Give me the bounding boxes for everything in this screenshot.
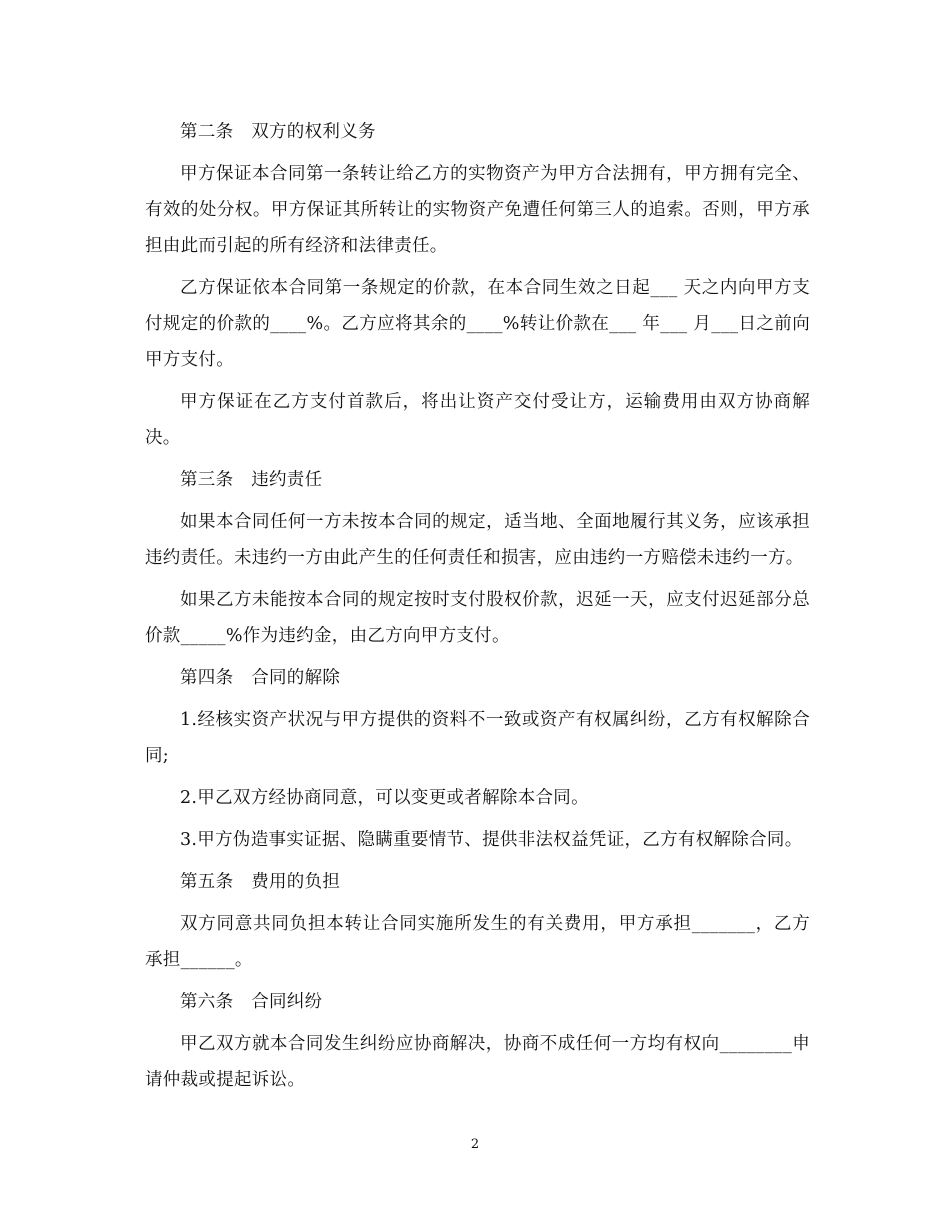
article-3-heading: 第三条 违约责任: [180, 470, 323, 490]
article-6-heading: 第六条 合同纠纷: [180, 992, 323, 1012]
document-body: [145, 114, 810, 1104]
article-6-para-1: 甲乙双方就本合同发生纠纷应协商解决，协商不成任何一方均有权向________申请仲裁或提起诉讼。: [145, 1034, 810, 1090]
page-number: 2: [470, 1137, 480, 1152]
article-4-item-2: 2.甲乙双方经协商同意，可以变更或者解除本合同。: [180, 788, 589, 808]
article-4-heading: 第四条 合同的解除: [180, 668, 341, 688]
article-4-item-3: 3.甲方伪造事实证据、隐瞒重要情节、提供非法权益凭证，乙方有权解除合同。: [180, 830, 803, 850]
article-3-para-2: 如果乙方未能按本合同的规定按时支付股权价款，迟延一天，应支付迟延部分总价款_____%作为违约金，由乙方向甲方支付。: [145, 590, 810, 646]
article-4-item-1: 1.经核实资产状况与甲方提供的资料不一致或资产有权属纠纷，乙方有权解除合同;: [145, 710, 810, 766]
article-2-para-2: 乙方保证依本合同第一条规定的价款，在本合同生效之日起___ 天之内向甲方支付规定的价款的____%。乙方应将其余的____%转让价款在___ 年___ 月___日之前向甲方支付。: [145, 278, 810, 370]
article-3-para-1: 如果本合同任何一方未按本合同的规定，适当地、全面地履行其义务，应该承担违约责任。未违约一方由此产生的任何责任和损害，应由违约一方赔偿未违约一方。: [145, 512, 810, 568]
article-2-heading: 第二条 双方的权利义务: [180, 122, 376, 142]
article-5-para-1: 双方同意共同负担本转让合同实施所发生的有关费用，甲方承担_______，乙方承担______。: [145, 914, 810, 970]
article-2-para-1: 甲方保证本合同第一条转让给乙方的实物资产为甲方合法拥有，甲方拥有完全、有效的处分权。甲方保证其所转让的实物资产免遭任何第三人的追索。否则，甲方承担由此而引起的所有经济和法律责任。: [145, 164, 810, 256]
article-5-heading: 第五条 费用的负担: [180, 872, 341, 892]
article-2-para-3: 甲方保证在乙方支付首款后，将出让资产交付受让方，运输费用由双方协商解决。: [145, 392, 810, 448]
